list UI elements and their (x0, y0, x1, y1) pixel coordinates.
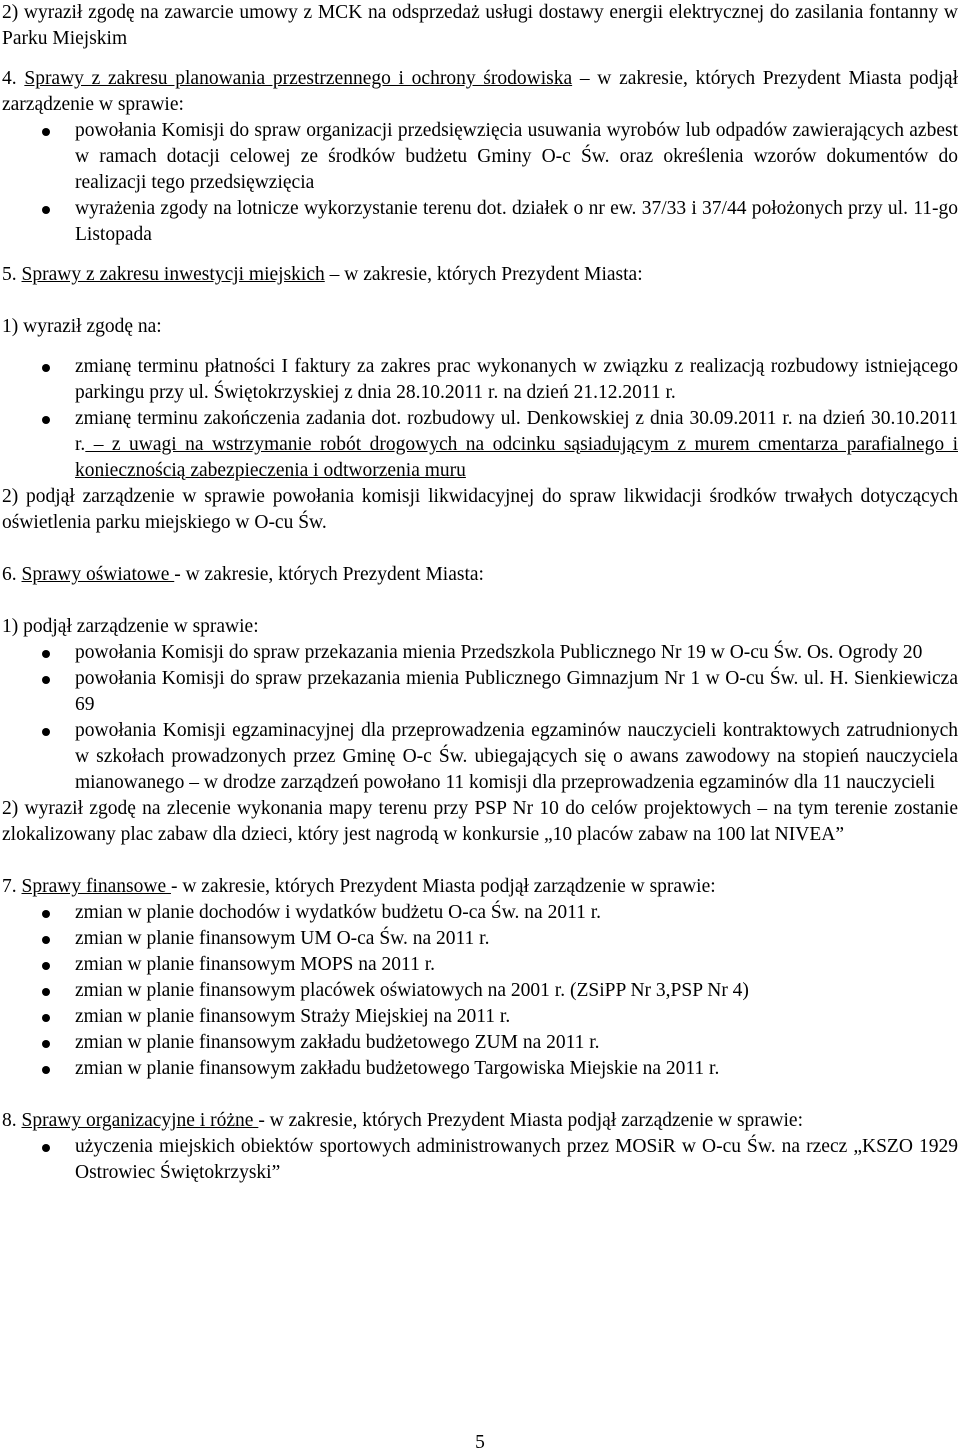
section-7-heading (2, 874, 958, 900)
list-item: zmian w planie finansowym Straży Miejskiej na 2011 r. (2, 1004, 958, 1030)
section-6-number: 6. (2, 564, 17, 585)
list-item-text: zmianę terminu zakończenia zadania dot. rozbudowy ul. Denkowskiej z dnia 30.09.2011 r. na dzień 30.10.2011 r. (75, 408, 958, 455)
document-page (2, 0, 958, 1186)
section-5-list (2, 354, 958, 484)
list-item: zmian w planie finansowym zakładu budżetowego ZUM na 2011 r. (2, 1030, 958, 1056)
list-item: powołania Komisji do spraw organizacji przedsięwzięcia usuwania wyrobów lub odpadów zawierających azbest w ramach dotacji celowej ze środków budżetu Gminy O-c Św. oraz określenia wzorów dokumentów do realizacji tego przedsięwzięcia (2, 118, 958, 196)
section-7-intro: - w zakresie, których Prezydent Miasta podjął zarządzenie w sprawie: (170, 876, 716, 897)
section-4-intro: – w zakresie, których Prezydent Miasta podjął zarządzenie w sprawie: (2, 68, 959, 115)
list-item: powołania Komisji do spraw przekazania mienia Publicznego Gimnazjum Nr 1 w O-cu Św. ul. H. Sienkiewicza 69 (2, 666, 958, 718)
section-5-number: 5. (2, 264, 17, 285)
section-6-list (2, 640, 958, 796)
list-item: zmianę terminu płatności I faktury za zakres prac wykonanych w związku z realizacją rozbudowy istniejącego parkingu przy ul. Świętokrzyskiej z dnia 28.10.2011 r. na dzień 21.12.2011 r. (2, 354, 958, 406)
section-4-heading (2, 66, 958, 118)
section-6-sub-1: 1) podjął zarządzenie w sprawie: (2, 616, 259, 637)
list-item: wyrażenia zgody na lotnicze wykorzystanie terenu dot. działek o nr ew. 37/33 i 37/44 położonych przy ul. 11-go Listopada (2, 196, 958, 248)
list-item: zmian w planie finansowym UM O-ca Św. na 2011 r. (2, 926, 958, 952)
section-6-heading (2, 562, 958, 588)
list-item: zmian w planie finansowym MOPS na 2011 r. (2, 952, 958, 978)
list-item: zmian w planie dochodów i wydatków budżetu O-ca Św. na 2011 r. (2, 900, 958, 926)
section-5-heading (2, 262, 958, 288)
section-5-intro: – w zakresie, których Prezydent Miasta: (324, 264, 643, 285)
list-item: powołania Komisji do spraw przekazania mienia Przedszkola Publicznego Nr 19 w O-cu Św. Os. Ogrody 20 (2, 640, 958, 666)
section-7-title: Sprawy finansowe (21, 876, 171, 897)
list-item (2, 406, 958, 484)
section-8-intro: - w zakresie, których Prezydent Miasta podjął zarządzenie w sprawie: (258, 1110, 803, 1131)
page-number: 5 (475, 1432, 485, 1453)
section-6-title: Sprawy oświatowe (21, 564, 175, 585)
section-7-list (2, 900, 958, 1082)
section-4-number: 4. (2, 68, 17, 89)
section-8-heading (2, 1108, 958, 1134)
section-7-number: 7. (2, 876, 17, 897)
section-5-sub-2: 2) podjął zarządzenie w sprawie powołania komisji likwidacyjnej do spraw likwidacji środków trwałych dotyczących oświetlenia parku miejskiego w O-cu Św. (2, 486, 958, 533)
list-item: zmian w planie finansowym placówek oświatowych na 2001 r. (ZSiPP Nr 3,PSP Nr 4) (2, 978, 958, 1004)
section-8-list (2, 1134, 958, 1186)
section-8-number: 8. (2, 1110, 17, 1131)
section-4-list (2, 118, 958, 248)
section-5-title: Sprawy z zakresu inwestycji miejskich (21, 264, 325, 285)
list-item-note: – z uwagi na wstrzymanie robót drogowych na odcinku sąsiadującym z murem cmentarza parafialnego i koniecznością zabezpieczenia i odtworzenia muru (75, 434, 958, 481)
section-5-sub-1: 1) wyraził zgodę na: (2, 316, 162, 337)
section-8-title: Sprawy organizacyjne i różne (21, 1110, 259, 1131)
section-6-intro: - w zakresie, których Prezydent Miasta: (174, 564, 484, 585)
list-item: zmian w planie finansowym zakładu budżetowego Targowiska Miejskie na 2011 r. (2, 1056, 958, 1082)
list-item: powołania Komisji egzaminacyjnej dla przeprowadzenia egzaminów nauczycieli kontraktowych zatrudnionych w szkołach prowadzonych przez Gminę O-c Św. ubiegających się o awans zawodowy na stopień nauczyciela mianowanego – w drodze zarządzeń powołano 11 komisji dla przeprowadzenia egzaminów dla 11 nauczycieli (2, 718, 958, 796)
intro-item-2: 2) wyraził zgodę na zawarcie umowy z MCK na odsprzedaż usługi dostawy energii elektrycznej do zasilania fontanny w Parku Miejskim (2, 2, 958, 49)
list-item: użyczenia miejskich obiektów sportowych administrowanych przez MOSiR w O-cu Św. na rzecz „KSZO 1929 Ostrowiec Świętokrzyski” (2, 1134, 958, 1186)
section-4-title: Sprawy z zakresu planowania przestrzennego i ochrony środowiska (24, 68, 573, 89)
section-6-sub-2: 2) wyraził zgodę na zlecenie wykonania mapy terenu przy PSP Nr 10 do celów projektowych – na tym terenie zostanie zlokalizowany plac zabaw dla dzieci, który jest nagrodą w konkursie „10 placów zabaw na 100 lat NIVEA” (2, 798, 958, 845)
